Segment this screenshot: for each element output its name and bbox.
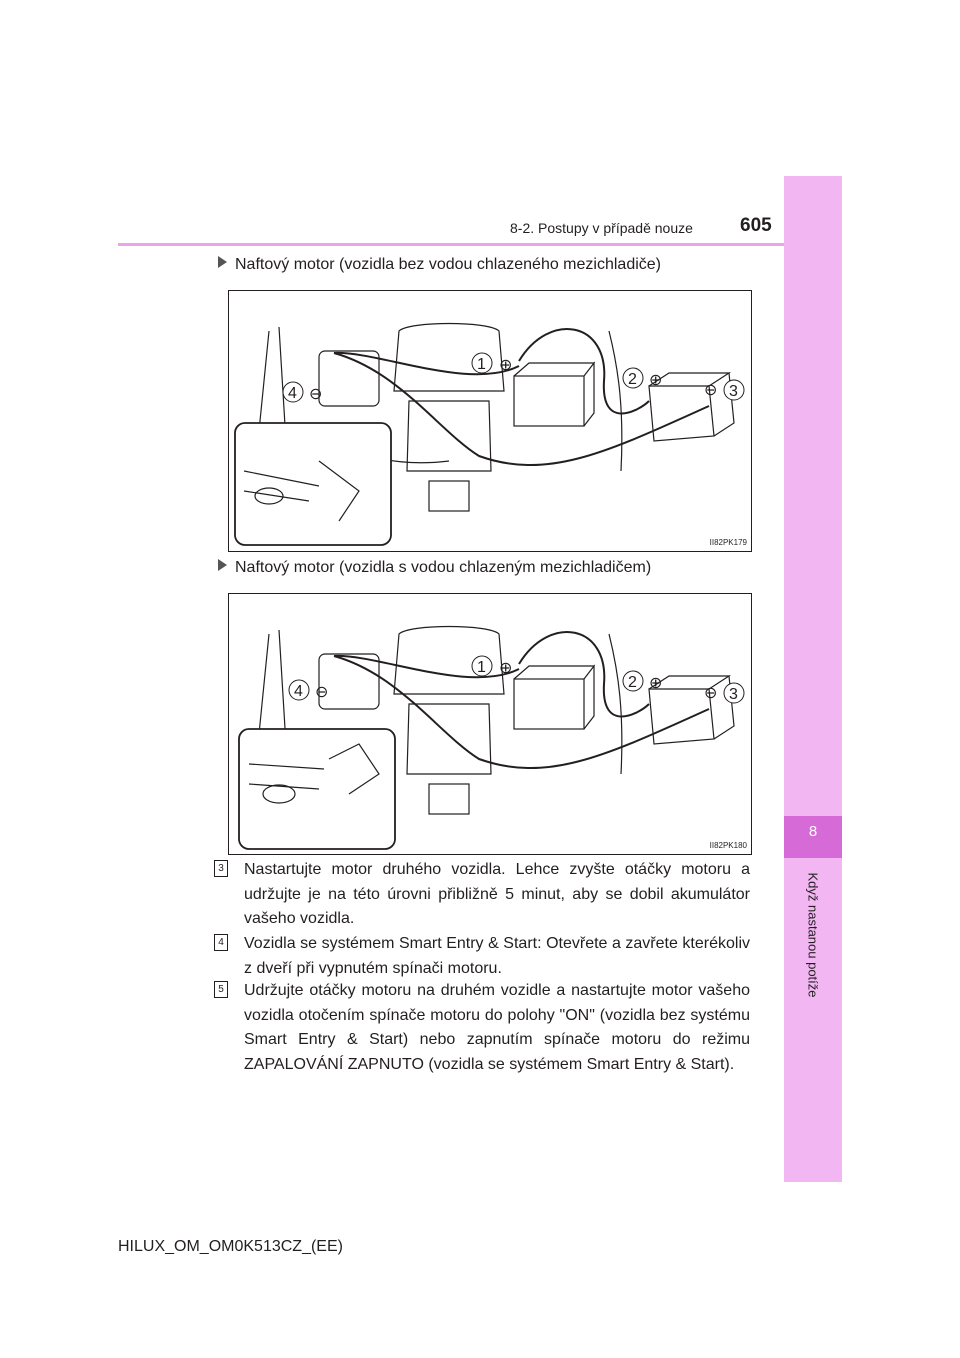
triangle-bullet-icon: [218, 256, 227, 268]
step-item: [214, 932, 750, 981]
figure-code: II82PK180: [709, 841, 747, 850]
section-title: 8-2. Postupy v případě nouze: [510, 220, 693, 236]
engine-diagram: [228, 593, 752, 855]
figure-caption: Naftový motor (vozidla bez vodou chlazeného mezichladiče): [218, 256, 661, 274]
svg-text:⊕: ⊕: [649, 675, 663, 692]
chapter-number: 8: [808, 823, 818, 840]
svg-text:⊖: ⊖: [309, 386, 323, 403]
step-item: [214, 858, 750, 932]
triangle-bullet-icon: [218, 559, 227, 571]
callout-1: 1: [477, 356, 486, 373]
step-number-badge: 5: [214, 981, 228, 998]
document-code: HILUX_OM_OM0K513CZ_(EE): [118, 1238, 343, 1255]
engine-diagram: [228, 290, 752, 552]
svg-text:⊖: ⊖: [704, 685, 718, 702]
callout-3: 3: [729, 383, 738, 400]
svg-text:⊕: ⊕: [649, 372, 663, 389]
svg-text:⊕: ⊕: [499, 357, 513, 374]
chapter-title: Když nastanou potíže: [805, 872, 821, 998]
step-number-badge: 3: [214, 860, 228, 877]
step-item: [214, 979, 750, 1077]
callout-4: 4: [294, 683, 303, 700]
header-rule: [118, 243, 784, 246]
callout-4: 4: [288, 385, 297, 402]
step-text: Udržujte otáčky motoru na druhém vozidle a nastartujte motor vašeho vozidla otočením spínače motoru do polohy "ON" (vozidla bez systému Smart Entry & Start) nebo zapnutím spínače motoru do režimu ZAPALOVÁNÍ ZAPNUTO (vozidla se systémem Smart Entry & Start).: [244, 982, 750, 1073]
svg-text:⊕: ⊕: [499, 660, 513, 677]
step-text: Vozidla se systémem Smart Entry & Start: Otevřete a zavřete kterékoliv z dveří při vypnutém spínači motoru.: [244, 935, 750, 977]
side-tab: [784, 176, 842, 1182]
jump-start-illustration-icon: [229, 291, 751, 551]
svg-text:⊖: ⊖: [704, 382, 718, 399]
callout-3: 3: [729, 686, 738, 703]
callout-1: 1: [477, 659, 486, 676]
figure-caption: Naftový motor (vozidla s vodou chlazeným mezichladičem): [218, 559, 651, 577]
step-number-badge: 4: [214, 934, 228, 951]
page-number: 605: [740, 215, 772, 236]
svg-text:⊖: ⊖: [315, 684, 329, 701]
jump-start-illustration-icon: [229, 594, 751, 854]
callout-2: 2: [628, 674, 637, 691]
figure-code: II82PK179: [709, 538, 747, 547]
callout-2: 2: [628, 371, 637, 388]
step-text: Nastartujte motor druhého vozidla. Lehce zvyšte otáčky motoru a udržujte je na této úrovni přibližně 5 minut, aby se dobil akumulátor vašeho vozidla.: [244, 861, 750, 927]
